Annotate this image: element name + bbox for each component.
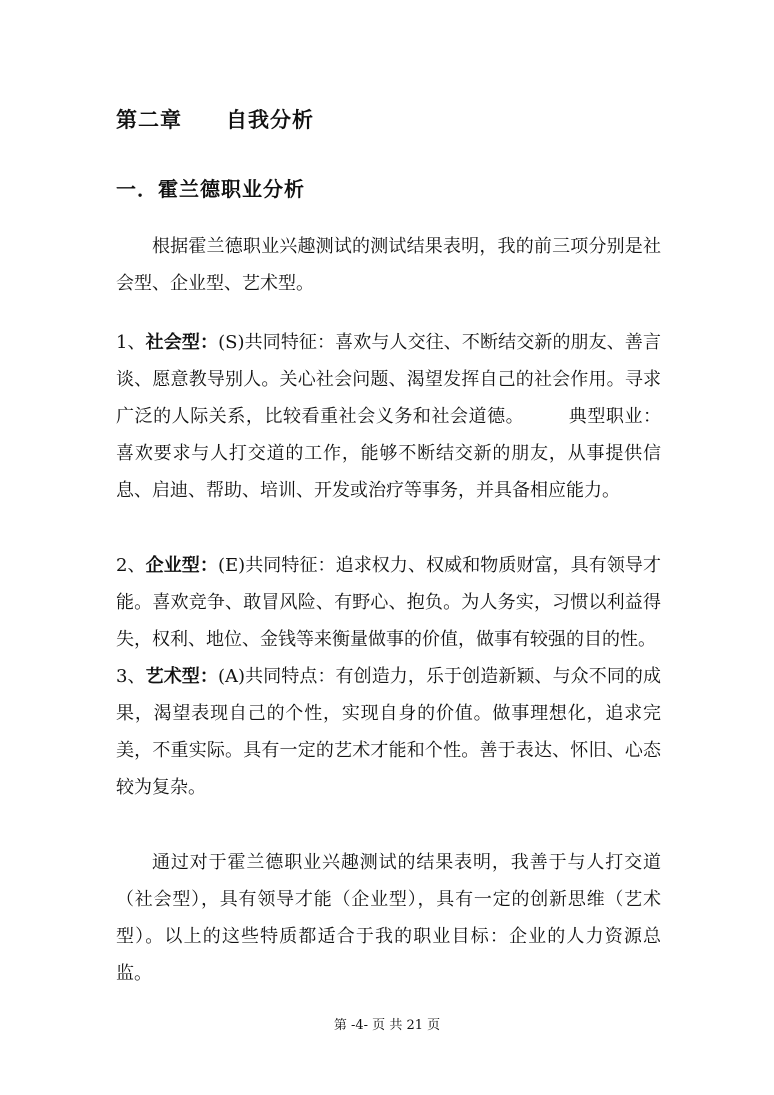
intro-block — [116, 228, 661, 302]
social-type-paragraph — [116, 324, 661, 509]
artistic-type-paragraph — [116, 658, 661, 806]
social-type-features: (S)共同特征：喜欢与人交往、不断结交新的朋友、善言谈、愿意教导别人。关心社会问题、渴望发挥自己的社会作用。寻求广泛的人际关系，比较看重社会义务和社会道德。 — [116, 332, 661, 427]
chapter-title — [116, 104, 314, 134]
artistic-type-name: 艺术型： — [145, 666, 218, 687]
artistic-type-prefix: 3、 — [116, 666, 146, 687]
chapter-name: 自我分析 — [226, 108, 314, 132]
artistic-type-features: (A)共同特点：有创造力，乐于创造新颖、与众不同的成果，渴望表现自己的个性，实现自身的价值。做事理想化，追求完美，不重实际。具有一定的艺术才能和个性。善于表达、怀旧、心态较为复杂。 — [116, 666, 662, 798]
conclusion-paragraph: 通过对于霍兰德职业兴趣测试的结果表明，我善于与人打交道（社会型），具有领导才能（企业型），具有一定的创新思维（艺术型）。以上的这些特质都适合于我的职业目标：企业的人力资源总监。 — [116, 852, 661, 984]
intro-paragraph: 根据霍兰德职业兴趣测试的测试结果表明，我的前三项分别是社会型、企业型、艺术型。 — [116, 236, 661, 294]
social-type-careers: 典型职业：喜欢要求与人打交道的工作，能够不断结交新的朋友，从事提供信息、启迪、帮助、培训、开发或治疗等事务，并具备相应能力。 — [116, 406, 662, 501]
enterprise-type-name: 企业型： — [145, 555, 218, 576]
page-footer: 第 -4- 页 共 21 页 — [333, 1018, 441, 1033]
chapter-number: 第二章 — [116, 108, 182, 132]
social-type-block — [116, 324, 661, 509]
artistic-type-block — [116, 658, 661, 806]
enterprise-type-block — [116, 547, 661, 658]
section-title: 一．霍兰德职业分析 — [116, 177, 305, 201]
conclusion-block — [116, 844, 661, 992]
enterprise-type-features: (E)共同特征：追求权力、权威和物质财富，具有领导才能。喜欢竞争、敢冒风险、有野心、抱负。为人务实，习惯以利益得失，权利、地位、金钱等来衡量做事的价值，做事有较强的目的性。 — [116, 555, 662, 650]
social-type-prefix: 1、 — [116, 332, 146, 353]
enterprise-type-prefix: 2、 — [116, 555, 146, 576]
enterprise-type-paragraph — [116, 547, 661, 658]
social-type-name: 社会型： — [145, 332, 219, 353]
